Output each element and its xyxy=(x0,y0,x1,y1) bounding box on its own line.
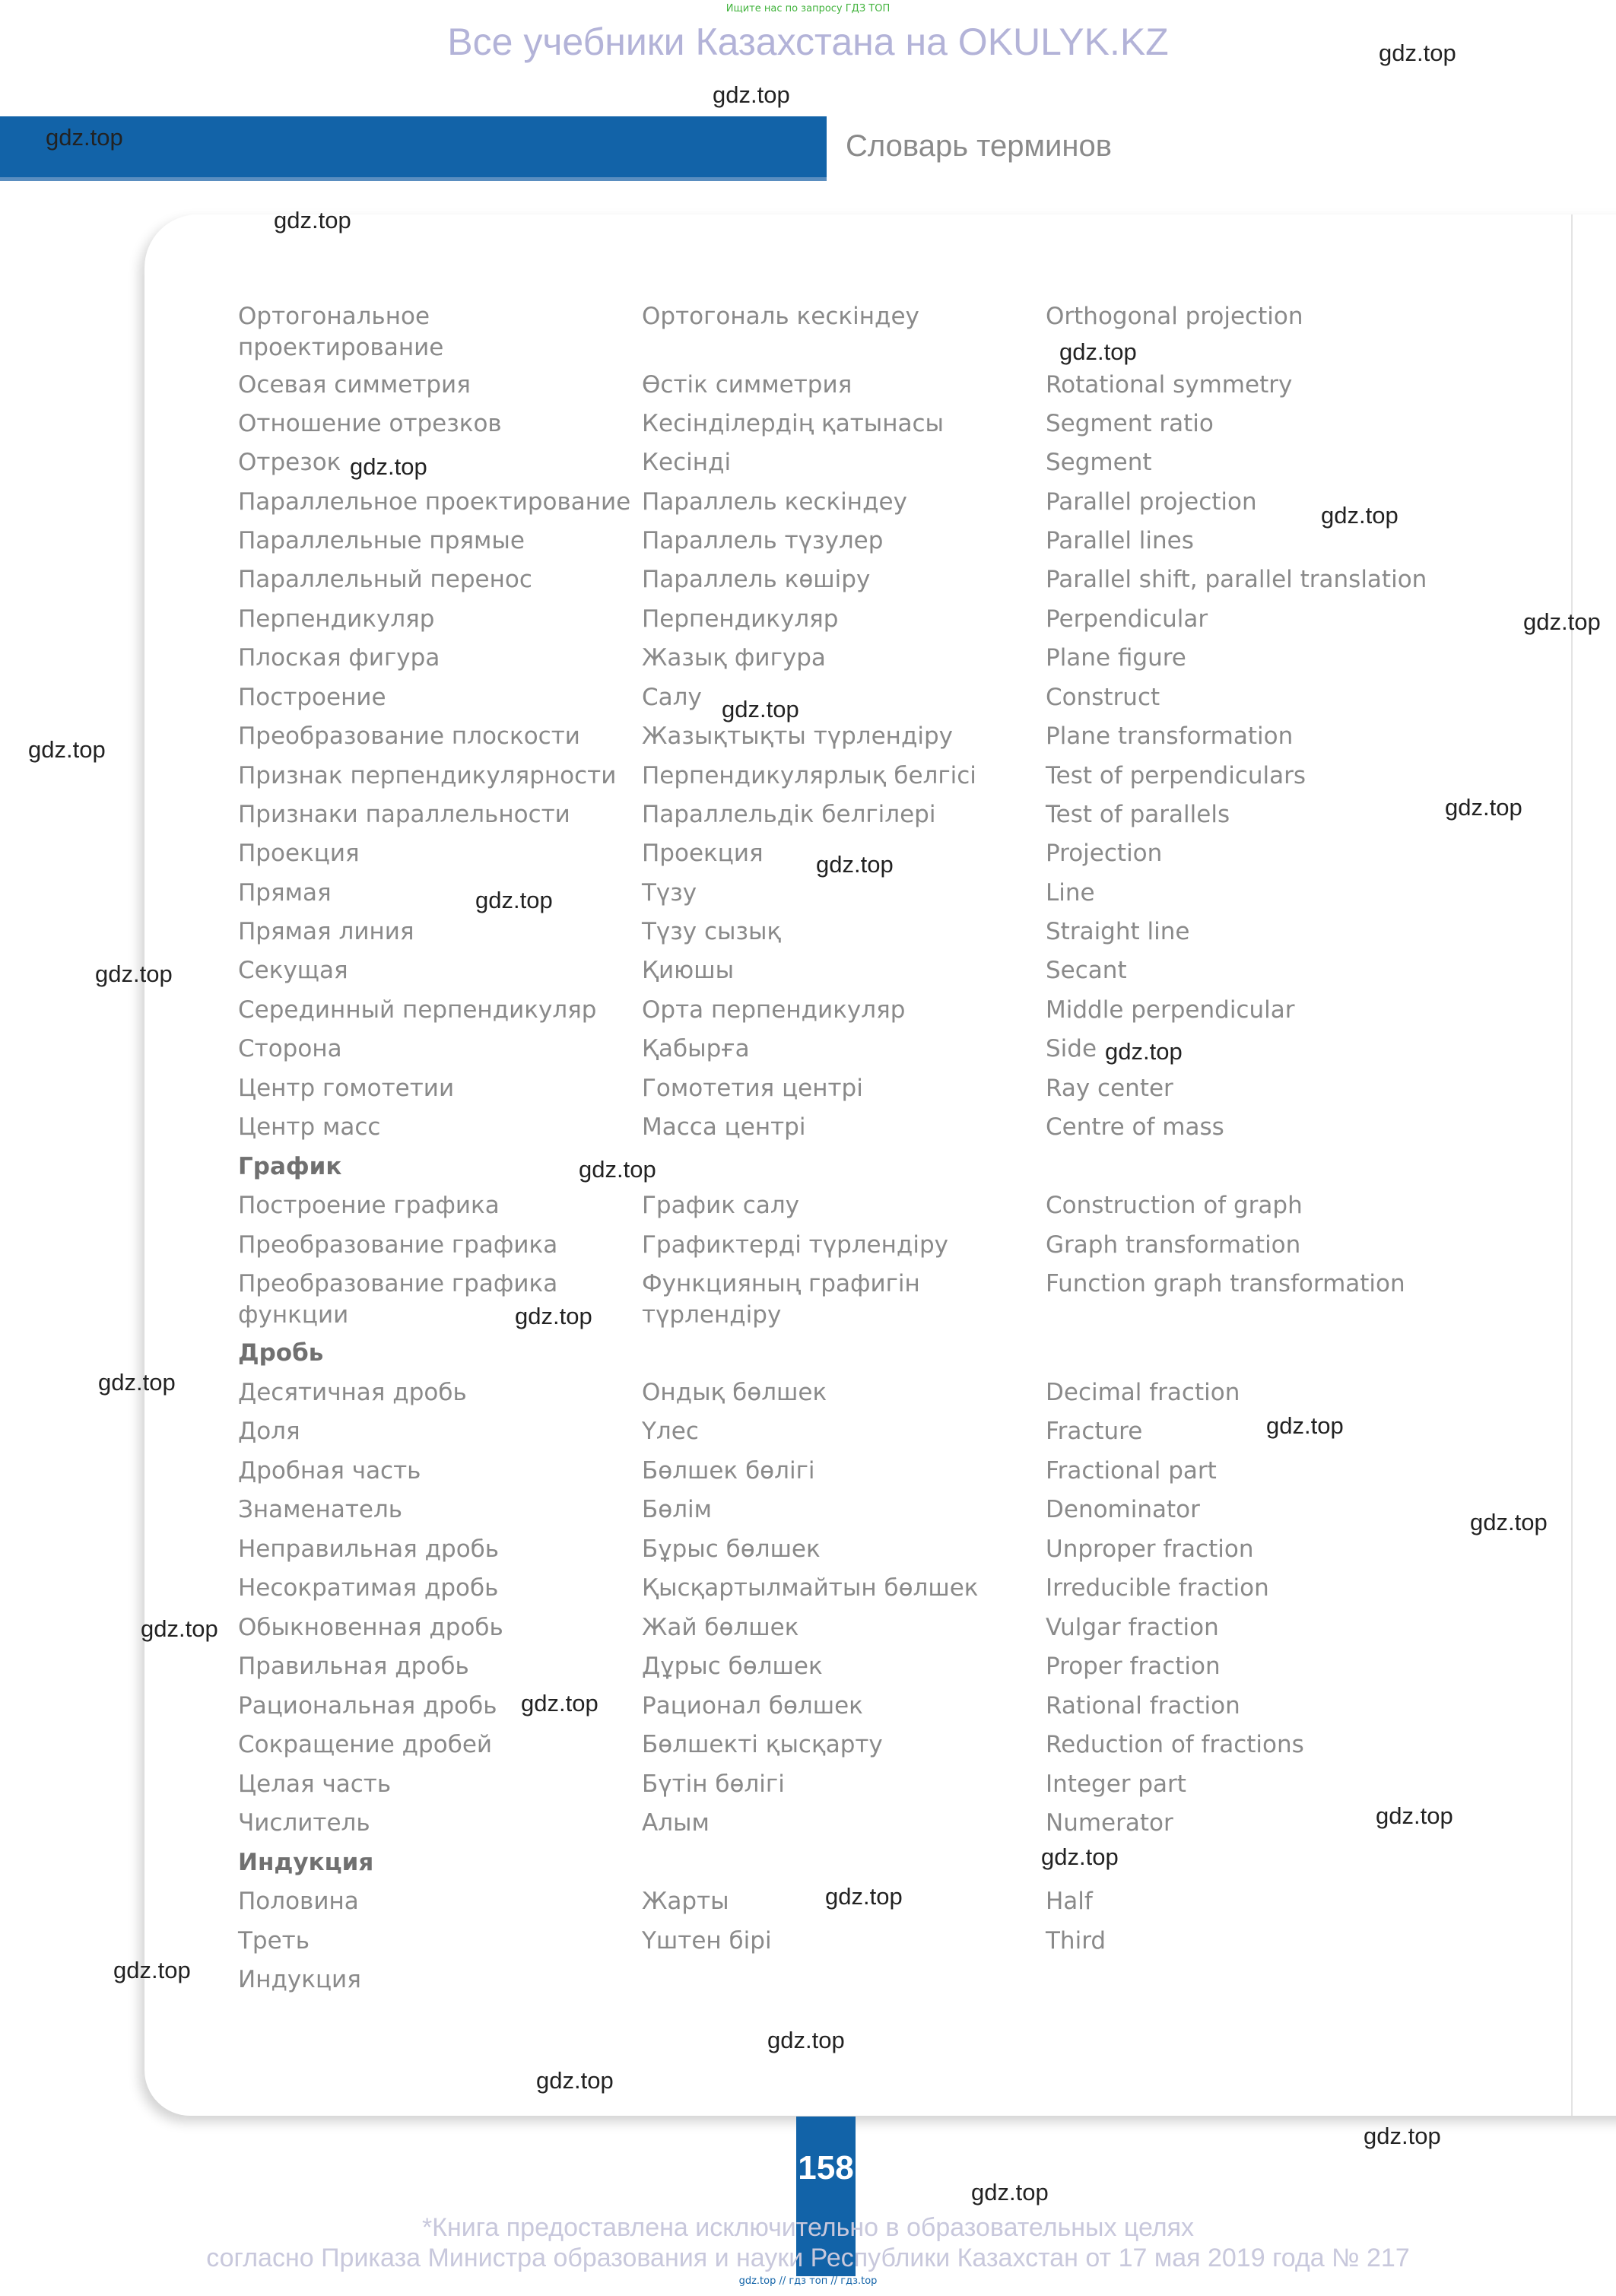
term-russian: Доля xyxy=(238,1418,300,1445)
watermark: gdz.top xyxy=(95,961,173,987)
term-russian: Построение xyxy=(238,684,386,711)
term-english: Parallel projection xyxy=(1046,488,1257,516)
watermark: gdz.top xyxy=(1321,502,1399,529)
term-kazakh: Салу xyxy=(642,684,702,711)
term-russian: Признак перпендикулярности xyxy=(238,762,617,789)
term-english: Reduction of fractions xyxy=(1046,1731,1304,1758)
section-header: Словарь терминов xyxy=(846,129,1112,163)
term-kazakh: Кесінді xyxy=(642,449,732,476)
top-note: Ищите нас по запросу ГДЗ ТОП xyxy=(725,3,891,14)
term-russian: Треть xyxy=(238,1927,310,1955)
watermark: gdz.top xyxy=(141,1615,218,1642)
term-kazakh: Бұрыс бөлшек xyxy=(642,1535,821,1563)
term-english: Parallel shift, parallel translation xyxy=(1046,566,1427,593)
term-russian: Построение графика xyxy=(238,1192,500,1219)
term-english: Middle perpendicular xyxy=(1046,996,1295,1024)
section-heading: Дробь xyxy=(238,1339,324,1367)
term-russian: Знаменатель xyxy=(238,1496,403,1523)
term-kazakh: Түзу xyxy=(642,879,697,907)
term-english: Parallel lines xyxy=(1046,527,1194,554)
term-kazakh: Гомотетия центрі xyxy=(642,1075,863,1102)
term-kazakh: Қиюшы xyxy=(642,957,735,984)
term-russian: Серединный перпендикуляр xyxy=(238,996,597,1024)
term-kazakh: Түзу сызық xyxy=(642,918,782,945)
watermark: gdz.top xyxy=(475,887,553,913)
watermark: gdz.top xyxy=(113,1957,191,1983)
term-kazakh: Бүтін бөлігі xyxy=(642,1770,785,1798)
term-russian: Отрезок xyxy=(238,449,341,476)
term-english: Numerator xyxy=(1046,1809,1173,1837)
term-english: Plane figure xyxy=(1046,644,1186,672)
term-english: Integer part xyxy=(1046,1770,1186,1798)
term-english: Straight line xyxy=(1046,918,1190,945)
term-kazakh: Параллельдік белгілері xyxy=(642,801,936,828)
term-kazakh: Ортогональ кескіндеу xyxy=(642,303,919,330)
term-russian: Секущая xyxy=(238,957,348,984)
term-english: Projection xyxy=(1046,840,1163,867)
term-english: Construct xyxy=(1046,684,1160,711)
term-english: Segment ratio xyxy=(1046,410,1214,437)
header-blue-bar xyxy=(0,116,827,179)
watermark: gdz.top xyxy=(816,851,894,878)
term-russian: Центр гомотетии xyxy=(238,1075,455,1102)
term-kazakh: Жарты xyxy=(642,1888,729,1915)
term-english: Unproper fraction xyxy=(1046,1535,1254,1563)
term-english: Fracture xyxy=(1046,1418,1143,1445)
watermark: gdz.top xyxy=(28,736,106,763)
site-title: Все учебники Казахстана на OKULYK.KZ xyxy=(447,21,1169,63)
term-russian: Целая часть xyxy=(238,1770,392,1798)
term-kazakh: Перпендикуляр xyxy=(642,605,839,633)
term-english: Perpendicular xyxy=(1046,605,1208,633)
watermark: gdz.top xyxy=(1470,1509,1548,1535)
term-kazakh: Алым xyxy=(642,1809,710,1837)
term-russian: Дробная часть xyxy=(238,1457,421,1485)
watermark: gdz.top xyxy=(521,1690,598,1716)
watermark: gdz.top xyxy=(1376,1802,1453,1829)
term-kazakh: Проекция xyxy=(642,840,764,867)
term-kazakh: Бөлім xyxy=(642,1496,713,1523)
term-kazakh: Ондық бөлшек xyxy=(642,1379,827,1406)
section-heading: График xyxy=(238,1153,342,1180)
term-english: Fractional part xyxy=(1046,1457,1217,1485)
term-russian: Ортогональное проектирование xyxy=(238,303,444,361)
bottom-note: gdz.top // гдз топ // гдз.top xyxy=(738,2275,878,2287)
term-english: Decimal fraction xyxy=(1046,1379,1240,1406)
term-english: Rotational symmetry xyxy=(1046,371,1293,399)
watermark: gdz.top xyxy=(1266,1412,1344,1439)
watermark: gdz.top xyxy=(1041,1843,1119,1870)
term-russian: Половина xyxy=(238,1888,359,1915)
term-kazakh: Графиктерді түрлендіру xyxy=(642,1231,948,1259)
watermark: gdz.top xyxy=(1105,1038,1183,1065)
term-english: Plane transformation xyxy=(1046,722,1294,750)
header-bar-underline xyxy=(0,177,827,181)
term-english: Ray center xyxy=(1046,1075,1173,1102)
term-russian: Проекция xyxy=(238,840,360,867)
term-kazakh: Жазықтықты түрлендіру xyxy=(642,722,954,750)
term-english: Line xyxy=(1046,879,1095,907)
term-kazakh: Функцияның графигін түрлендіру xyxy=(642,1270,920,1329)
watermark: gdz.top xyxy=(536,2067,614,2094)
watermark: gdz.top xyxy=(1523,608,1601,635)
watermark: gdz.top xyxy=(515,1303,592,1329)
term-russian: Прямая линия xyxy=(238,918,414,945)
term-english: Centre of mass xyxy=(1046,1113,1224,1141)
term-russian: Сокращение дробей xyxy=(238,1731,493,1758)
term-russian: Плоская фигура xyxy=(238,644,440,672)
card-right-divider xyxy=(1571,214,1573,2116)
term-kazakh: Масса центрі xyxy=(642,1113,806,1141)
term-kazakh: Жазық фигура xyxy=(642,644,826,672)
term-english: Test of parallels xyxy=(1046,801,1230,828)
term-english: Side xyxy=(1046,1035,1097,1062)
watermark: gdz.top xyxy=(767,2027,845,2053)
term-kazakh: Қабырға xyxy=(642,1035,750,1062)
term-russian: Рациональная дробь xyxy=(238,1692,497,1720)
term-kazakh: Параллель түзулер xyxy=(642,527,884,554)
term-russian: Прямая xyxy=(238,879,332,907)
watermark: gdz.top xyxy=(1059,338,1137,365)
footer-line-2: согласно Приказа Министра образования и науки Республики Казахстан от 17 мая 2019 года № 217 xyxy=(206,2244,1410,2272)
term-kazakh: Орта перпендикуляр xyxy=(642,996,906,1024)
term-russian: Параллельный перенос xyxy=(238,566,532,593)
term-english: Half xyxy=(1046,1888,1093,1915)
term-russian: Центр масс xyxy=(238,1113,381,1141)
term-english: Test of perpendiculars xyxy=(1046,762,1306,789)
term-russian: Индукция xyxy=(238,1966,361,1993)
term-russian: Перпендикуляр xyxy=(238,605,435,633)
term-russian: Параллельные прямые xyxy=(238,527,525,554)
footer-line-1: *Книга предоставлена исключительно в образовательных целях xyxy=(421,2213,1195,2242)
watermark: gdz.top xyxy=(350,453,427,480)
term-english: Secant xyxy=(1046,957,1127,984)
watermark: gdz.top xyxy=(722,696,799,722)
term-russian: Преобразование графика xyxy=(238,1231,558,1259)
term-kazakh: Өстік симметрия xyxy=(642,371,852,399)
term-english: Function graph transformation xyxy=(1046,1270,1405,1297)
term-russian: Неправильная дробь xyxy=(238,1535,500,1563)
term-russian: Обыкновенная дробь xyxy=(238,1614,503,1641)
term-russian: Осевая симметрия xyxy=(238,371,471,399)
watermark: gdz.top xyxy=(1364,2123,1441,2149)
term-kazakh: Бөлшек бөлігі xyxy=(642,1457,815,1485)
watermark: gdz.top xyxy=(713,81,790,108)
term-russian: Преобразование плоскости xyxy=(238,722,580,750)
term-english: Vulgar fraction xyxy=(1046,1614,1219,1641)
term-kazakh: Перпендикулярлық белгісі xyxy=(642,762,976,789)
term-russian: Десятичная дробь xyxy=(238,1379,467,1406)
watermark: gdz.top xyxy=(46,124,123,151)
term-english: Construction of graph xyxy=(1046,1192,1303,1219)
term-english: Proper fraction xyxy=(1046,1653,1221,1680)
watermark: gdz.top xyxy=(971,2179,1049,2205)
section-heading: Индукция xyxy=(238,1849,374,1876)
watermark: gdz.top xyxy=(1379,40,1456,66)
term-english: Third xyxy=(1046,1927,1106,1955)
term-russian: Признаки параллельности xyxy=(238,801,570,828)
term-english: Orthogonal projection xyxy=(1046,303,1303,330)
page-number: 158 xyxy=(798,2149,854,2186)
term-russian: Несократимая дробь xyxy=(238,1574,499,1602)
term-kazakh: Рационал бөлшек xyxy=(642,1692,863,1720)
watermark: gdz.top xyxy=(579,1156,656,1183)
term-kazakh: График салу xyxy=(642,1192,800,1219)
term-russian: Правильная дробь xyxy=(238,1653,469,1680)
term-kazakh: Параллель көшіру xyxy=(642,566,871,593)
term-kazakh: Бөлшекті қысқарту xyxy=(642,1731,883,1758)
term-english: Irreducible fraction xyxy=(1046,1574,1269,1602)
watermark: gdz.top xyxy=(98,1369,176,1396)
term-kazakh: Дұрыс бөлшек xyxy=(642,1653,823,1680)
term-kazakh: Үштен бірі xyxy=(642,1927,772,1955)
term-english: Denominator xyxy=(1046,1496,1200,1523)
term-russian: Параллельное проектирование xyxy=(238,488,631,516)
watermark: gdz.top xyxy=(1445,794,1522,821)
term-english: Rational fraction xyxy=(1046,1692,1240,1720)
term-english: Graph transformation xyxy=(1046,1231,1301,1259)
term-russian: Преобразование графика функции xyxy=(238,1270,558,1329)
term-russian: Отношение отрезков xyxy=(238,410,502,437)
term-russian: Сторона xyxy=(238,1035,342,1062)
watermark: gdz.top xyxy=(825,1883,903,1910)
term-russian: Числитель xyxy=(238,1809,370,1837)
term-kazakh: Үлес xyxy=(642,1418,699,1445)
watermark: gdz.top xyxy=(274,207,351,233)
term-kazakh: Параллель кескіндеу xyxy=(642,488,907,516)
term-english: Segment xyxy=(1046,449,1152,476)
term-kazakh: Кесінділердің қатынасы xyxy=(642,410,945,437)
term-kazakh: Жай бөлшек xyxy=(642,1614,799,1641)
term-kazakh: Қысқартылмайтын бөлшек xyxy=(642,1574,979,1602)
